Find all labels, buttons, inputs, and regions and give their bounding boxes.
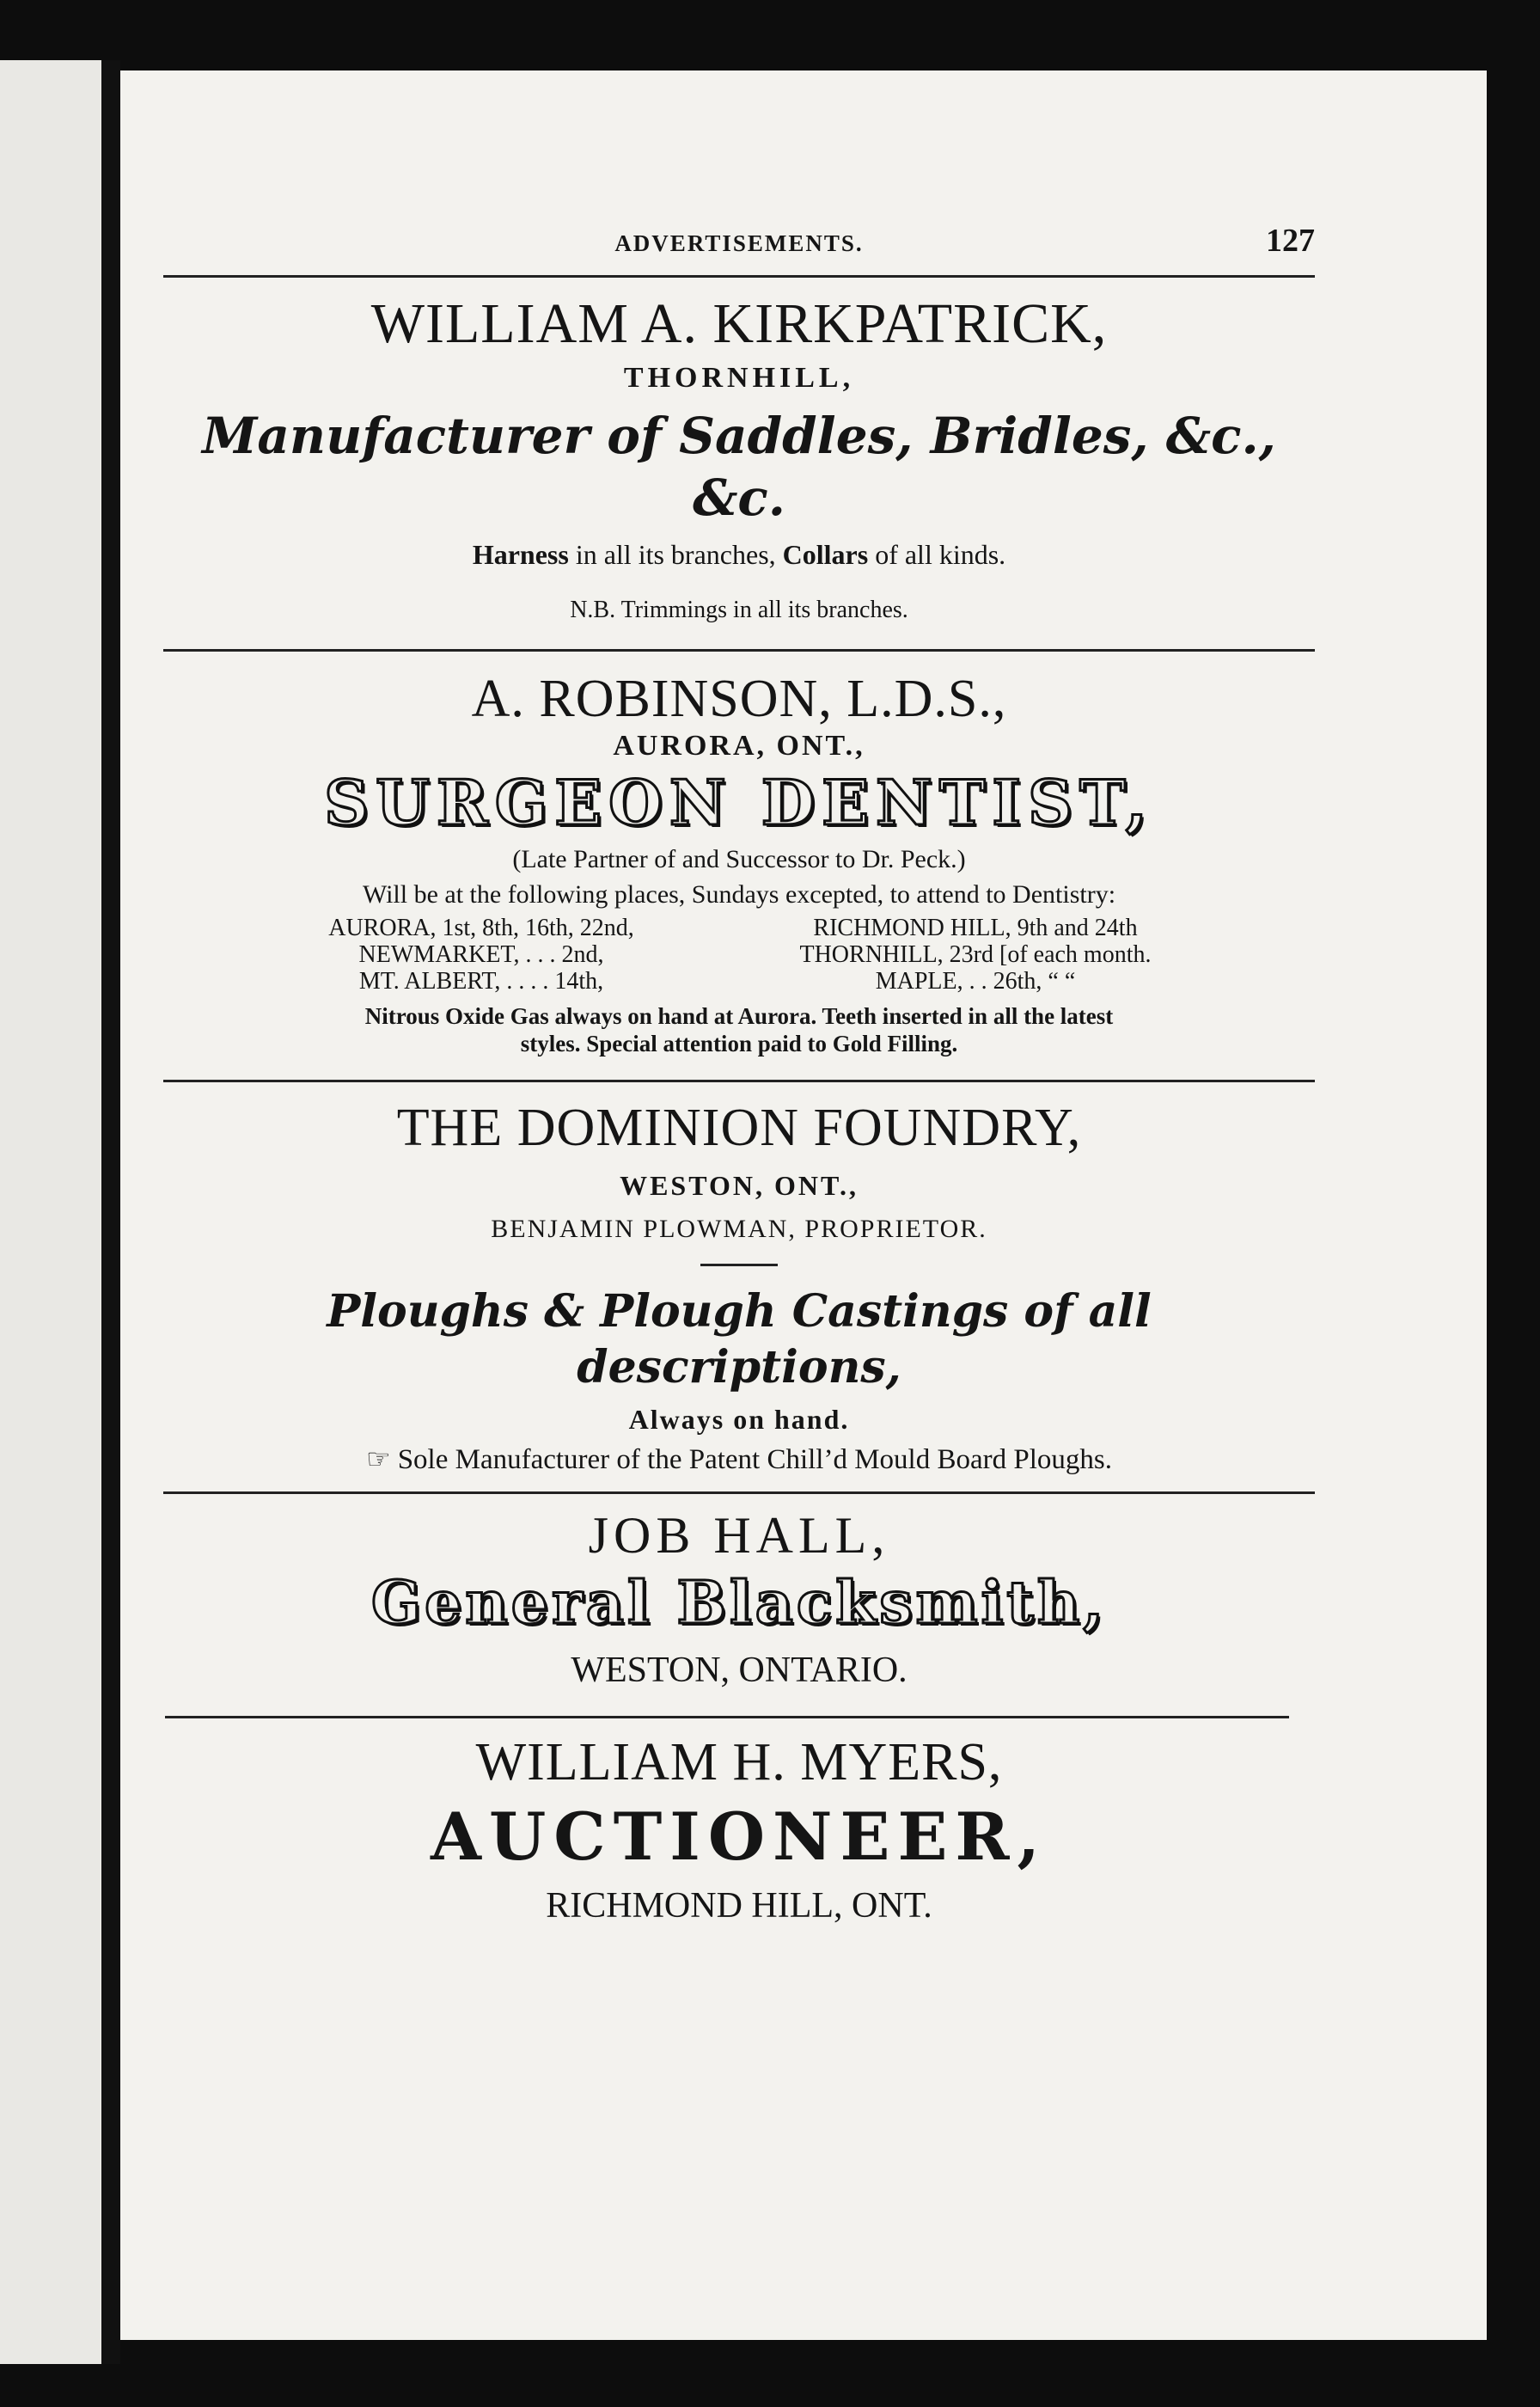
advertiser-place: WESTON, ONT., <box>620 1169 859 1201</box>
harness-line <box>163 536 1315 573</box>
schedule-entry: MAPLE, . . 26th, “ “ <box>875 967 1076 995</box>
ad-myers <box>163 1732 1315 1931</box>
robinson-line-1: (Late Partner of and Successor to Dr. Peck.) <box>512 845 966 874</box>
advertiser-place: RICHMOND HILL, ONT. <box>546 1886 932 1926</box>
surgeon-dentist-title: SURGEON DENTIST, <box>324 766 1154 840</box>
pointing-hand-icon: ☞ <box>366 1443 391 1475</box>
rule-top <box>163 275 1315 278</box>
auctioneer-title: AUCTIONEER, <box>431 1798 1048 1876</box>
page-content <box>163 215 1315 1931</box>
advertiser-name: WILLIAM A. KIRKPATRICK, <box>370 292 1108 355</box>
left-page-edge <box>0 60 101 2364</box>
robinson-line-2: Will be at the following places, Sundays excepted, to attend to Dentistry: <box>362 879 1116 909</box>
advertiser-name: JOB HALL, <box>588 1507 890 1565</box>
schedule-entry: NEWMARKET, . . . 2nd, <box>358 940 604 968</box>
rule-divider <box>163 1491 1315 1494</box>
running-head <box>163 215 1315 266</box>
advertiser-name: A. ROBINSON, L.D.S., <box>471 669 1007 728</box>
nb-note: N.B. Trimmings in all its branches. <box>570 597 908 624</box>
advertiser-trade: Ploughs & Plough Castings of all descriptions, <box>327 1285 1152 1394</box>
visit-schedule <box>163 916 1315 995</box>
rule-divider <box>163 649 1315 652</box>
robinson-note-2: styles. Special attention paid to Gold Filling. <box>520 1030 958 1057</box>
ad-job-hall <box>163 1506 1315 1695</box>
book-spine <box>101 60 120 2364</box>
rule-divider <box>163 1080 1315 1082</box>
ad-kirkpatrick <box>163 291 1315 627</box>
schedule-entry: THORNHILL, 23rd [of each month. <box>799 940 1152 968</box>
ad-robinson <box>163 669 1315 1057</box>
schedule-entry: RICHMOND HILL, 9th and 24th <box>813 915 1138 942</box>
advertiser-place: AURORA, ONT., <box>613 730 865 763</box>
collars-text: of all kinds. <box>868 538 1006 570</box>
ad-foundry <box>163 1098 1315 1476</box>
advertiser-name: THE DOMINION FOUNDRY, <box>396 1099 1082 1158</box>
advertiser-place: WESTON, ONTARIO. <box>571 1651 908 1691</box>
harness-word: Harness <box>472 538 569 570</box>
running-title: ADVERTISEMENTS. <box>614 230 864 256</box>
schedule-entry: AURORA, 1st, 8th, 16th, 22nd, <box>328 915 634 942</box>
sole-manufacturer-line <box>163 1442 1315 1476</box>
proprietor-line: BENJAMIN PLOWMAN, PROPRIETOR. <box>491 1214 987 1243</box>
stock-line: Always on hand. <box>628 1404 850 1436</box>
blacksmith-title: General Blacksmith, <box>371 1569 1107 1638</box>
schedule-entry: MT. ALBERT, . . . . 14th, <box>358 967 604 995</box>
advertiser-trade: Manufacturer of Saddles, Bridles, &c., &c. <box>202 406 1276 528</box>
advertiser-place: THORNHILL, <box>623 361 855 394</box>
short-divider <box>700 1264 778 1266</box>
robinson-note-1: Nitrous Oxide Gas always on hand at Aurora. Teeth inserted in all the latest <box>364 1002 1114 1029</box>
page-number: 127 <box>1266 223 1315 259</box>
rule-divider <box>165 1716 1289 1718</box>
collars-word: Collars <box>782 538 869 570</box>
sole-text: Sole Manufacturer of the Patent Chill’d Mould Board Ploughs. <box>397 1444 1112 1476</box>
harness-text: in all its branches, <box>568 538 783 570</box>
advertiser-name: WILLIAM H. MYERS, <box>475 1732 1003 1791</box>
